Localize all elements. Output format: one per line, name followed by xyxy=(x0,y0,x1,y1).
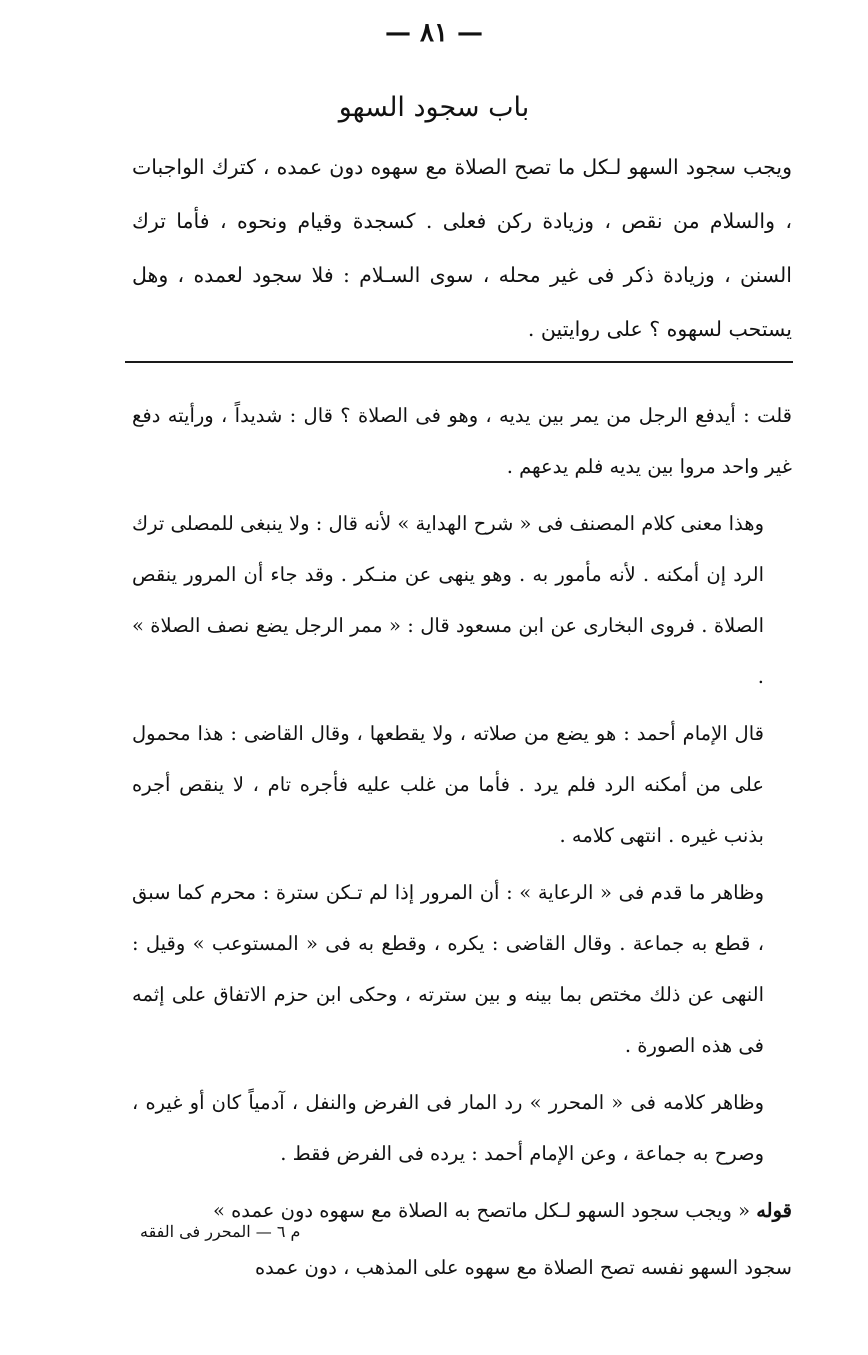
commentary-section xyxy=(132,390,792,1299)
commentary-paragraph-1: قلت : أيدفع الرجل من يمر بين يديه ، وهو فى الصلاة ؟ قال : شديداً ، ورأيته دفع غير واحد مروا بين يديه فلم يدعهم . xyxy=(132,404,792,478)
commentary-paragraph-5: وظاهر كلامه فى « المحرر » رد المار فى الفرض والنفل ، آدمياً كان أو غيره ، وصرح به جماعة ، وعن الإمام أحمد : يرده فى الفرض فقط . xyxy=(132,1091,764,1165)
page-number: — ٨١ — xyxy=(384,18,484,48)
commentary-paragraph-2: وهذا معنى كلام المصنف فى « شرح الهداية » لأنه قال : ولا ينبغى للمصلى ترك الرد إن أمكنه . لأنه مأمور به . وهو ينهى عن منـكر . وقد جاء أن المرور ينقص الصلاة . فروى البخارى عن ابن مسعود قال : « ممر الرجل يضع نصف الصلاة » . xyxy=(132,512,764,688)
section-divider xyxy=(125,361,793,363)
quote-lead: قوله xyxy=(756,1199,792,1222)
main-text xyxy=(132,140,792,356)
chapter-title: باب سجود السهو xyxy=(338,92,530,123)
commentary-paragraph-7: سجود السهو نفسه تصح الصلاة مع سهوه على المذهب ، دون عمده xyxy=(254,1256,792,1279)
commentary-paragraph-4: وظاهر ما قدم فى « الرعاية » : أن المرور إذا لم تـكن سترة : محرم كما سبق ، قطع به جماعة . وقال القاضى : يكره ، وقطع به فى « المستوعب » وقيل : النهى عن ذلك مختص بما بينه و بين سترته ، وحكى ابن حزم الاتفاق على إثمه فى هذه الصورة . xyxy=(132,881,764,1057)
quote-text: « ويجب سجود السهو لـكل ماتصح به الصلاة مع سهوه دون عمده » xyxy=(212,1199,757,1222)
commentary-paragraph-3: قال الإمام أحمد : هو يضع من صلاته ، ولا يقطعها ، وقال القاضى : هذا محمول على من أمكنه الرد فلم يرد . فأما من غلب عليه فأجره تام ، لا ينقص أجره بذنب غيره . انتهى كلامه . xyxy=(132,722,764,847)
footer-signature: م ٦ — المحرر فى الفقه xyxy=(140,1222,301,1241)
main-paragraph: ويجب سجود السهو لـكل ما تصح الصلاة مع سهوه دون عمده ، كترك الواجبات ، والسلام من نقص ، وزيادة ركن فعلى . كسجدة وقيام ونحوه ، فأما ترك السنن ، وزيادة ذكر فى غير محله ، سوى السـلام : فلا سجود لعمده ، وهل يستحب لسهوه ؟ على روايتين . xyxy=(132,155,792,341)
